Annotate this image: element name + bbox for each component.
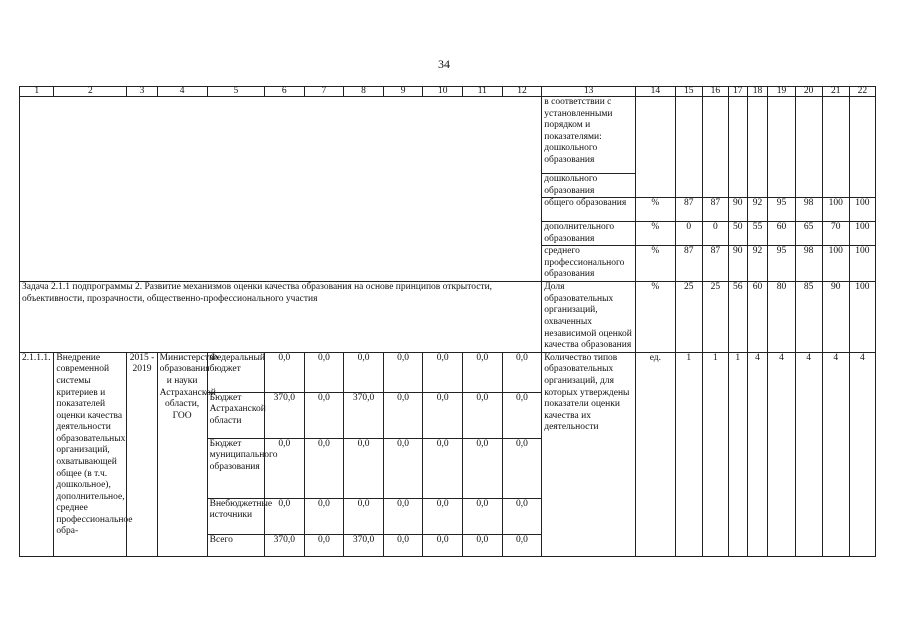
funding-value: 0,0 <box>383 534 423 556</box>
column-header: 3 <box>127 87 157 97</box>
value-cell: 1 <box>728 352 747 556</box>
column-header: 11 <box>463 87 503 97</box>
value-cell: 60 <box>747 282 768 352</box>
funding-row <box>20 352 876 392</box>
funding-value: 0,0 <box>423 438 463 498</box>
funding-value: 0,0 <box>304 438 344 498</box>
funding-value: 0,0 <box>502 438 542 498</box>
column-header: 12 <box>502 87 542 97</box>
funding-value: 0,0 <box>502 498 542 534</box>
value-cell: 100 <box>822 246 849 282</box>
page-number: 34 <box>438 57 450 71</box>
value-cell: 4 <box>747 352 768 556</box>
measure-executor: Министерство образования и науки Астраханской области, ГОО <box>157 352 207 556</box>
funding-value: 0,0 <box>463 352 503 392</box>
unit-cell: % <box>636 246 676 282</box>
funding-value: 0,0 <box>304 498 344 534</box>
column-header: 9 <box>383 87 423 97</box>
funding-value: 370,0 <box>344 392 384 438</box>
funding-value: 0,0 <box>463 534 503 556</box>
funding-value: 0,0 <box>383 498 423 534</box>
funding-value: 0,0 <box>383 352 423 392</box>
column-header: 14 <box>636 87 676 97</box>
value-cell: 92 <box>747 198 768 222</box>
funding-value: 0,0 <box>304 352 344 392</box>
funding-value: 0,0 <box>344 352 384 392</box>
table-row <box>20 97 876 174</box>
column-header: 15 <box>675 87 702 97</box>
measure-name: Внедрение современной системы критериев и показателей оценки качества деятельности образовательных организаций, охватывающей общее (в т.ч. дошкольное), дополнительное, среднее профессиональное обра- <box>54 352 127 556</box>
indicator-cell: в соответствии с установленными порядком и показателями: дошкольного образования <box>542 97 636 174</box>
value-cell: 80 <box>768 282 795 352</box>
value-cell: 4 <box>849 352 875 556</box>
value-cell <box>795 97 822 198</box>
funding-value: 0,0 <box>344 498 384 534</box>
indicator-cell: дошкольного образования <box>542 174 636 198</box>
indicator-cell: дополнительного образования <box>542 222 636 246</box>
column-header: 17 <box>728 87 747 97</box>
value-cell <box>675 97 702 198</box>
column-header: 19 <box>768 87 795 97</box>
column-header: 7 <box>304 87 344 97</box>
value-cell: 100 <box>849 198 875 222</box>
indicator-cell: Количество типов образовательных организаций, для которых утверждены показатели оценки качества их деятельности <box>542 352 636 556</box>
funding-source: Всего <box>207 534 264 556</box>
column-header: 10 <box>423 87 463 97</box>
column-header: 2 <box>54 87 127 97</box>
value-cell: 92 <box>747 246 768 282</box>
funding-value: 0,0 <box>463 438 503 498</box>
value-cell: 87 <box>675 246 702 282</box>
value-cell <box>728 97 747 198</box>
value-cell: 50 <box>728 222 747 246</box>
funding-value: 0,0 <box>344 438 384 498</box>
column-header: 21 <box>822 87 849 97</box>
unit-cell: % <box>636 282 676 352</box>
funding-value: 0,0 <box>463 392 503 438</box>
measure-period: 2015 - 2019 <box>127 352 157 556</box>
value-cell: 0 <box>675 222 702 246</box>
unit-cell: ед. <box>636 352 676 556</box>
funding-value: 370,0 <box>264 392 304 438</box>
value-cell: 87 <box>675 198 702 222</box>
value-cell: 56 <box>728 282 747 352</box>
funding-value: 0,0 <box>304 392 344 438</box>
value-cell <box>849 97 875 198</box>
value-cell: 0 <box>702 222 728 246</box>
value-cell: 95 <box>768 198 795 222</box>
funding-value: 0,0 <box>383 438 423 498</box>
value-cell: 1 <box>702 352 728 556</box>
funding-value: 0,0 <box>502 352 542 392</box>
column-header: 22 <box>849 87 875 97</box>
column-header: 18 <box>747 87 768 97</box>
funding-value: 0,0 <box>423 352 463 392</box>
funding-value: 0,0 <box>423 534 463 556</box>
value-cell: 60 <box>768 222 795 246</box>
task-description: Задача 2.1.1 подпрограммы 2. Развитие механизмов оценки качества образования на основе принципов открытости, объективности, прозрачности, общественно-профессионального участия <box>20 282 542 352</box>
value-cell: 4 <box>768 352 795 556</box>
funding-value: 0,0 <box>383 392 423 438</box>
funding-value: 0,0 <box>502 392 542 438</box>
funding-value: 0,0 <box>264 498 304 534</box>
value-cell: 100 <box>822 198 849 222</box>
funding-value: 0,0 <box>463 498 503 534</box>
unit-cell <box>636 97 676 198</box>
value-cell <box>702 97 728 198</box>
column-header: 4 <box>157 87 207 97</box>
value-cell: 55 <box>747 222 768 246</box>
value-cell: 98 <box>795 198 822 222</box>
funding-value: 0,0 <box>264 352 304 392</box>
value-cell: 100 <box>849 222 875 246</box>
column-header: 20 <box>795 87 822 97</box>
value-cell: 4 <box>795 352 822 556</box>
unit-cell: % <box>636 198 676 222</box>
funding-source: Внебюджетные источники <box>207 498 264 534</box>
value-cell <box>822 97 849 198</box>
column-header: 6 <box>264 87 304 97</box>
column-number-row <box>20 87 876 97</box>
indicator-cell: Доля образовательных организаций, охваченных независимой оценкой качества образования <box>542 282 636 352</box>
value-cell <box>747 97 768 198</box>
indicator-cell: общего образования <box>542 198 636 222</box>
value-cell: 95 <box>768 246 795 282</box>
value-cell: 4 <box>822 352 849 556</box>
value-cell: 90 <box>822 282 849 352</box>
funding-value: 370,0 <box>344 534 384 556</box>
blank-merged-cell <box>20 97 542 282</box>
funding-source: Бюджет муниципального образования <box>207 438 264 498</box>
funding-value: 0,0 <box>423 498 463 534</box>
task-row <box>20 282 876 352</box>
value-cell: 1 <box>675 352 702 556</box>
funding-value: 370,0 <box>264 534 304 556</box>
column-header: 8 <box>344 87 384 97</box>
value-cell: 25 <box>702 282 728 352</box>
column-header: 1 <box>20 87 54 97</box>
value-cell: 90 <box>728 198 747 222</box>
value-cell: 98 <box>795 246 822 282</box>
measure-number: 2.1.1.1. <box>20 352 54 556</box>
column-header: 13 <box>542 87 636 97</box>
program-table <box>19 86 876 557</box>
funding-source: Бюджет Астраханской области <box>207 392 264 438</box>
value-cell: 100 <box>849 246 875 282</box>
column-header: 16 <box>702 87 728 97</box>
funding-value: 0,0 <box>264 438 304 498</box>
funding-value: 0,0 <box>502 534 542 556</box>
value-cell <box>768 97 795 198</box>
funding-source: Федеральный бюджет <box>207 352 264 392</box>
indicator-cell: среднего профессионального образования <box>542 246 636 282</box>
value-cell: 100 <box>849 282 875 352</box>
funding-value: 0,0 <box>423 392 463 438</box>
funding-value: 0,0 <box>304 534 344 556</box>
value-cell: 25 <box>675 282 702 352</box>
value-cell: 70 <box>822 222 849 246</box>
column-header: 5 <box>207 87 264 97</box>
value-cell: 87 <box>702 198 728 222</box>
value-cell: 90 <box>728 246 747 282</box>
value-cell: 87 <box>702 246 728 282</box>
value-cell: 65 <box>795 222 822 246</box>
value-cell: 85 <box>795 282 822 352</box>
unit-cell: % <box>636 222 676 246</box>
